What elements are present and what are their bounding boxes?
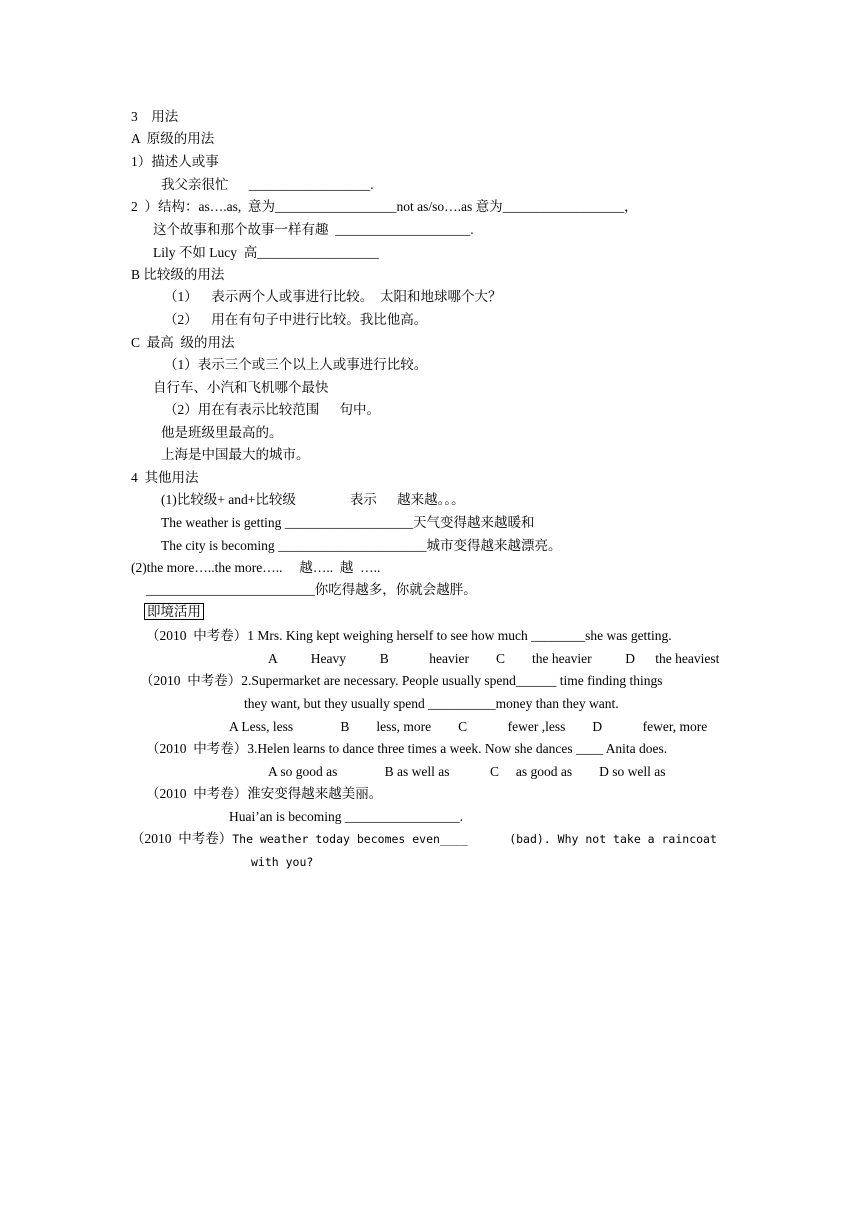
question-2-options: A Less, less B less, more C fewer ,less D fewer, more xyxy=(229,719,708,734)
question-5-text: The weather today becomes even____ (bad). Why not take a raincoat xyxy=(232,832,717,846)
heading-superlative: C 最高 级的用法 xyxy=(131,335,235,350)
text-line: 2 ）结构：as….as, 意为__________________not as/so….as 意为__________________， xyxy=(131,199,638,214)
question-4-answer: Huai’an is becoming _________________. xyxy=(229,809,463,824)
heading-comparative: B 比较级的用法 xyxy=(131,267,225,282)
text-line: 我父亲很忙 __________________. xyxy=(161,177,374,192)
heading-other-usage: 4 其他用法 xyxy=(131,470,199,485)
text-line: (1)比较级+ and+比较级 表示 越来越。。。 xyxy=(161,492,465,507)
question-3: （2010 中考卷）3.Helen learns to dance three times a week. Now she dances ____ Anita does. xyxy=(146,741,668,756)
boxed-label xyxy=(144,603,204,621)
text-line: (2)the more…..the more….. 越….. 越 ….. xyxy=(131,560,381,575)
text-line: （1）表示三个或三个以上人或事进行比较。 xyxy=(164,357,428,372)
text-line: 自行车、小汽和飞机哪个最快 xyxy=(153,380,329,395)
question-3-options: A so good as B as well as C as good as D so well as xyxy=(268,764,666,779)
text-line: （2） 用在有句子中进行比较。我比他高。 xyxy=(164,312,428,327)
text-line: 1）描述人或事 xyxy=(131,154,219,169)
text-line: 这个故事和那个故事一样有趣 ____________________. xyxy=(153,222,474,237)
question-2: （2010 中考卷）2.Supermarket are necessary. People usually spend______ time finding things xyxy=(140,673,663,688)
question-5-source: （2010 中考卷） xyxy=(131,831,233,846)
question-5-cont: with you? xyxy=(251,855,314,869)
section-heading-usage: 3 用法 xyxy=(131,109,179,124)
text-line: The city is becoming ______________________城市变得越来越漂亮。 xyxy=(161,538,562,553)
text-line: （2）用在有表示比较范围 句中。 xyxy=(164,402,380,417)
text-line: 上海是中国最大的城市。 xyxy=(161,447,310,462)
text-line: The weather is getting ___________________天气变得越来越暖和 xyxy=(161,515,535,530)
text-line: _________________________你吃得越多，你就会越胖。 xyxy=(146,582,477,597)
text-line: 他是班级里最高的。 xyxy=(161,425,283,440)
practice-label: 即境活用 xyxy=(144,603,204,620)
heading-positive-degree: A 原级的用法 xyxy=(131,131,215,146)
question-5 xyxy=(131,830,717,848)
text-line: Lily 不如 Lucy 高__________________ xyxy=(153,245,379,260)
text-line: （1） 表示两个人或事进行比较。 太阳和地球哪个大？ xyxy=(164,289,502,304)
question-2-cont: they want, but they usually spend __________money than they want. xyxy=(244,696,619,711)
question-1-options: A Heavy B heavier C the heavier D the heaviest xyxy=(268,651,720,666)
question-1: （2010 中考卷）1 Mrs. King kept weighing herself to see how much ________she was getting. xyxy=(146,628,672,643)
question-4: （2010 中考卷）淮安变得越来越美丽。 xyxy=(146,786,383,801)
